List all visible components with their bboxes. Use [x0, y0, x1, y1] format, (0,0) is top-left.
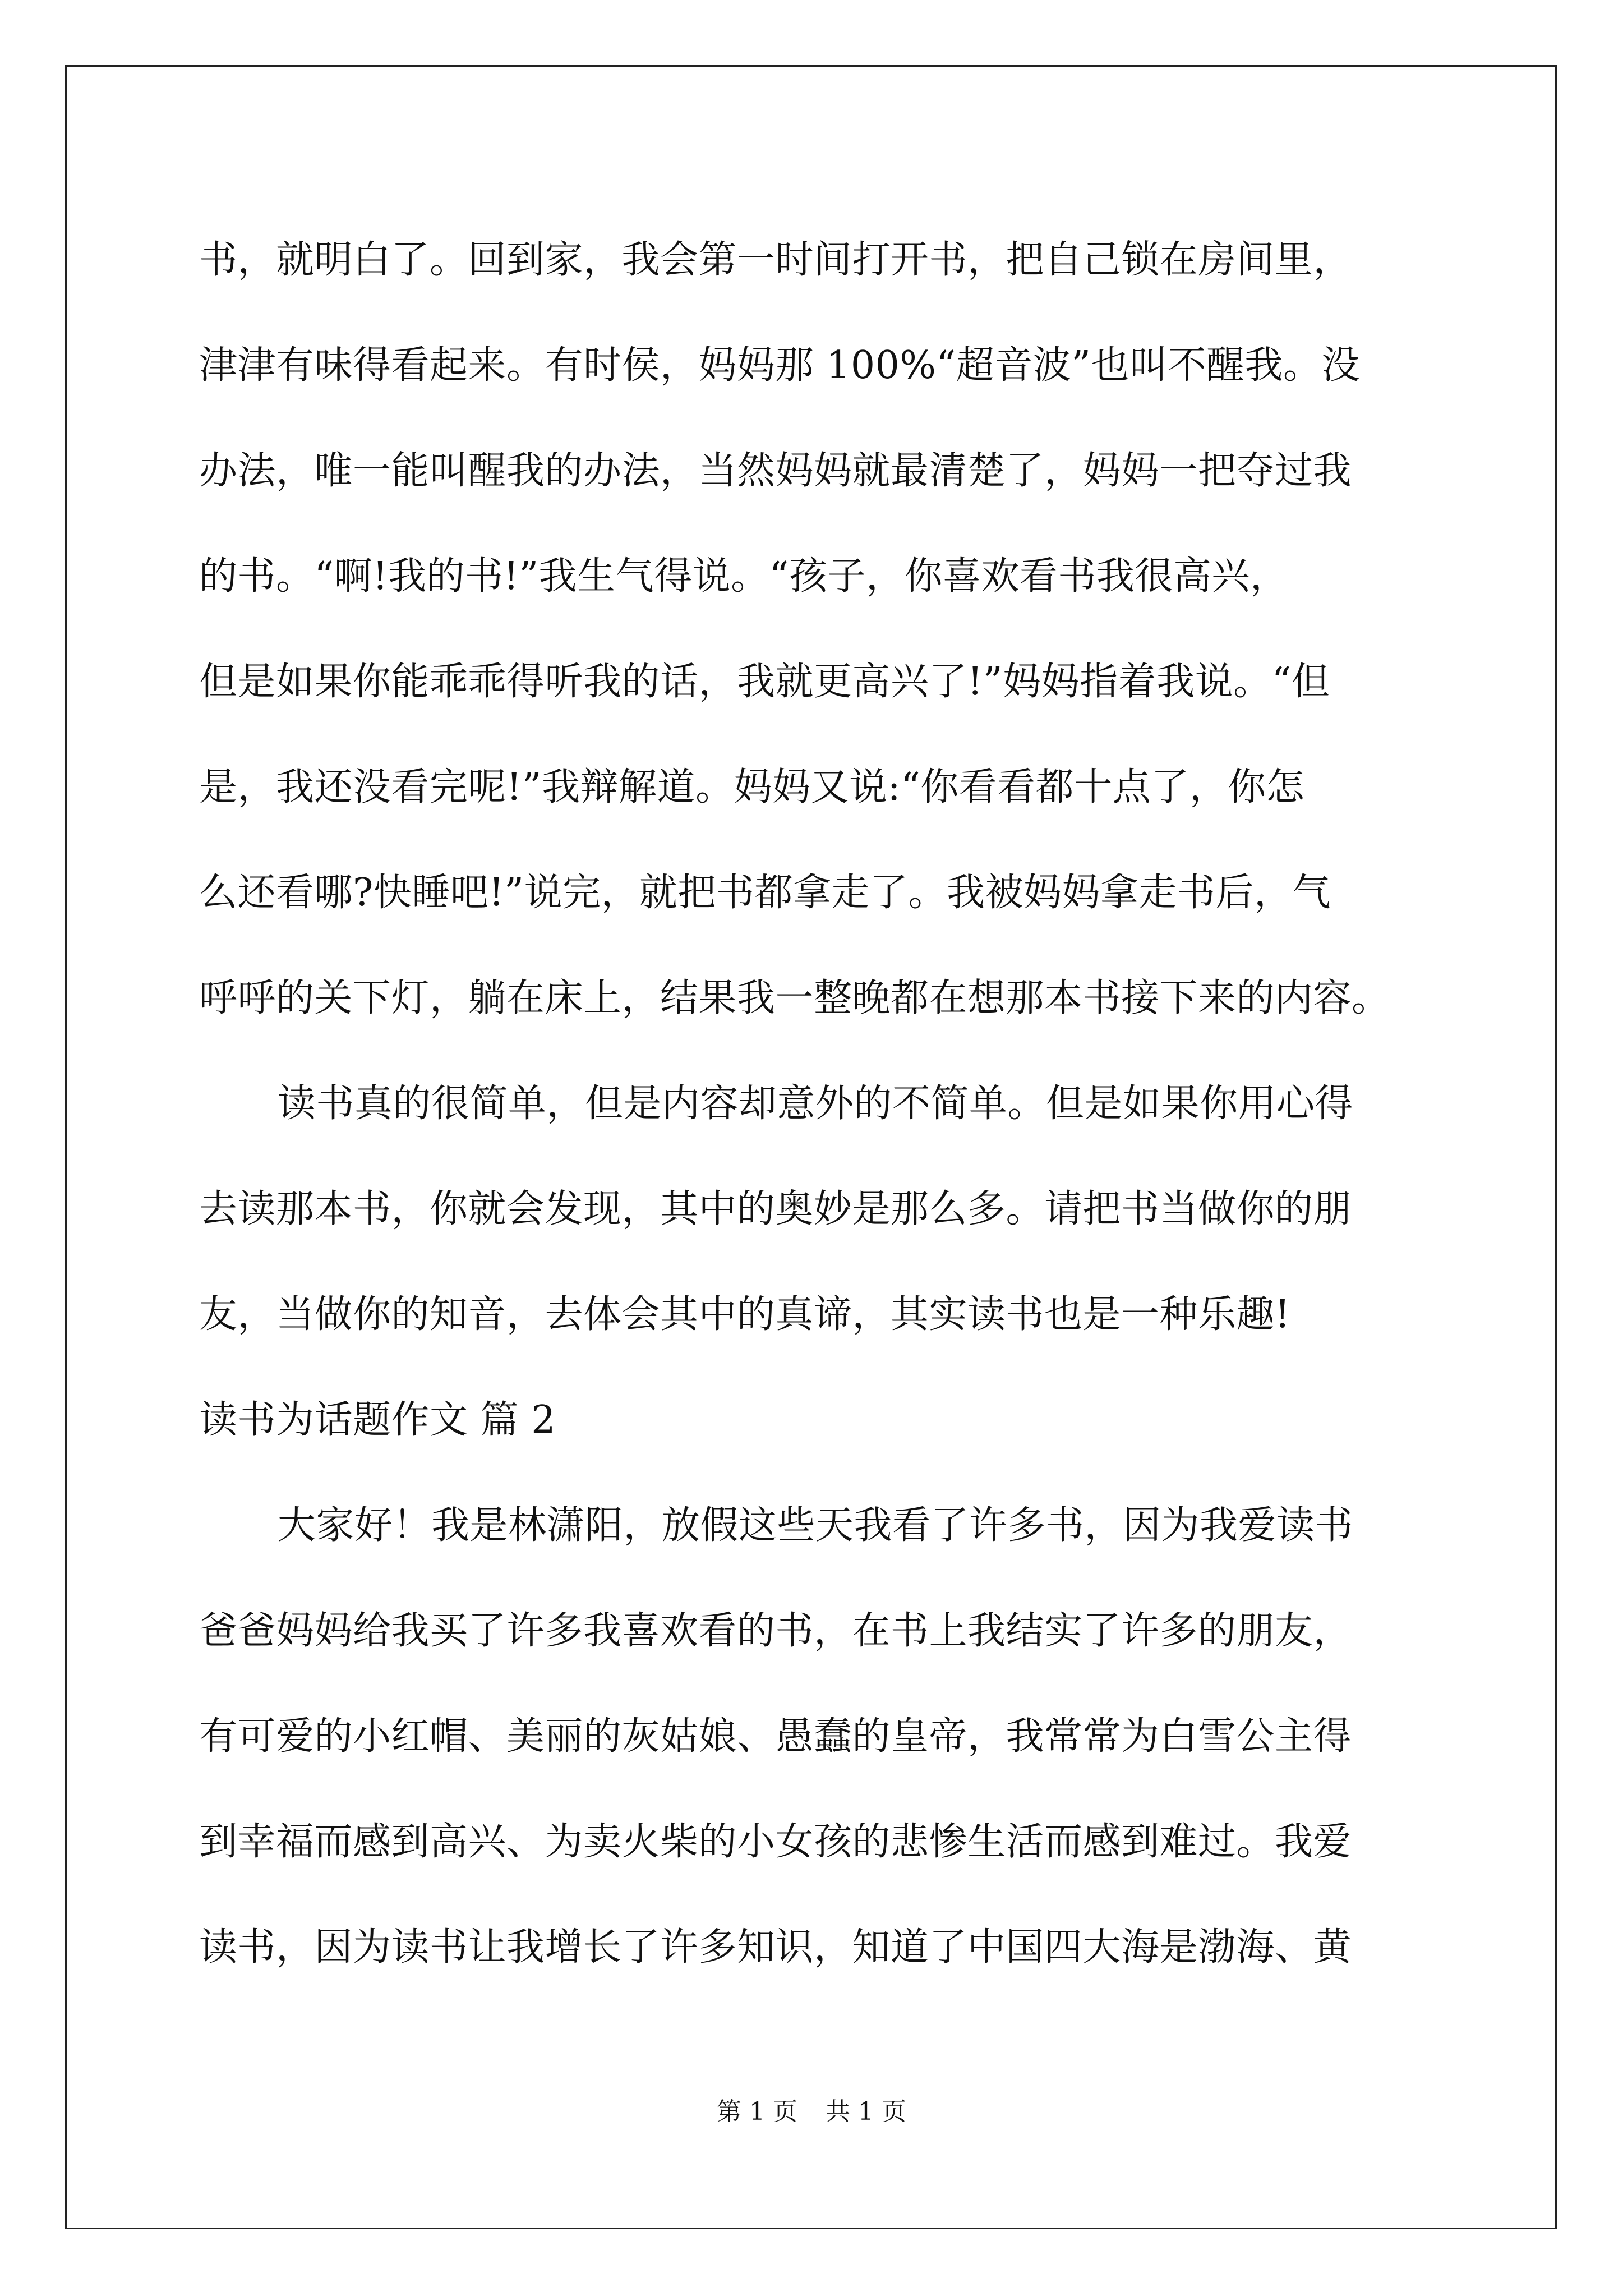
- paragraph-line: 大家好！我是林潇阳，放假这些天我看了许多书，因为我爱读书: [278, 1503, 1354, 1548]
- paragraph-line: 书，就明白了。回到家，我会第一时间打开书，把自己锁在房间里，: [199, 238, 1352, 282]
- page-number: 第 1 页: [717, 2097, 797, 2126]
- paragraph-line: 友，当做你的知音，去体会其中的真谛，其实读书也是一种乐趣!: [199, 1292, 1290, 1337]
- paragraph-line: 到幸福而感到高兴、为卖火柴的小女孩的悲惨生活而感到难过。我爱: [199, 1820, 1352, 1864]
- paragraph-line: 有可爱的小红帽、美丽的灰姑娘、愚蠢的皇帝，我常常为白雪公主得: [199, 1714, 1352, 1759]
- page-footer: [0, 2095, 1623, 2129]
- paragraph-line: 爸爸妈妈给我买了许多我喜欢看的书，在书上我结实了许多的朋友，: [199, 1609, 1352, 1653]
- paragraph-line: 但是如果你能乖乖得听我的话，我就更高兴了!”妈妈指着我说。“但: [199, 660, 1330, 704]
- paragraph-line: 去读那本书，你就会发现，其中的奥妙是那么多。请把书当做你的朋: [199, 1187, 1352, 1231]
- paragraph-line: 的书。“啊!我的书!”我生气得说。“孩子，你喜欢看书我很高兴，: [199, 554, 1289, 599]
- paragraph-line: 读书，因为读书让我增长了许多知识，知道了中国四大海是渤海、黄: [199, 1925, 1352, 1970]
- paragraph-line: 办法，唯一能叫醒我的办法，当然妈妈就最清楚了，妈妈一把夺过我: [199, 449, 1352, 493]
- paragraph-line: 是，我还没看完呢!”我辩解道。妈妈又说:“你看看都十点了，你怎: [199, 765, 1305, 809]
- paragraph-line: 么还看哪?快睡吧!”说完，就把书都拿走了。我被妈妈拿走书后，气: [199, 871, 1331, 915]
- paragraph-line: 读书真的很简单，但是内容却意外的不简单。但是如果你用心得: [278, 1082, 1354, 1126]
- total-pages: 共 1 页: [826, 2097, 906, 2126]
- paragraph-line: 呼呼的关下灯，躺在床上，结果我一整晚都在想那本书接下来的内容。: [199, 976, 1390, 1020]
- section-heading: 读书为话题作文 篇 2: [199, 1398, 556, 1442]
- document-body: [199, 208, 1422, 2000]
- paragraph-line: 津津有味得看起来。有时侯，妈妈那 100%“超音波”也叫不醒我。没: [199, 343, 1361, 388]
